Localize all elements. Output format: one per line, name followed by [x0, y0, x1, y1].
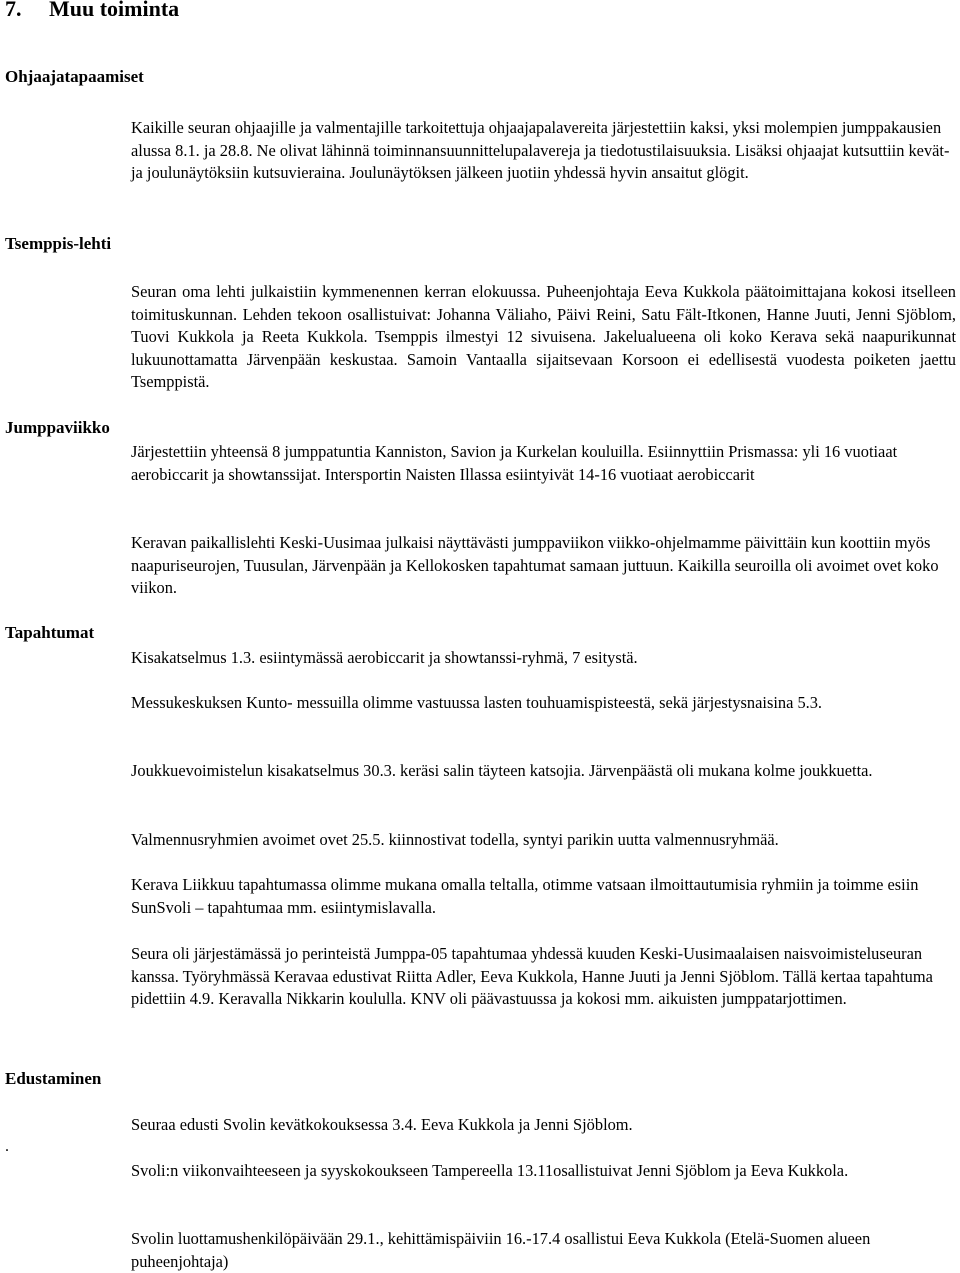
section-heading-ohjaajatapaamiset: Ohjaajatapaamiset [5, 67, 144, 86]
paragraph-jumppaviikko-2: Keravan paikallislehti Keski-Uusimaa julkaisi näyttävästi jumppaviikon viikko-ohjelmamme päivittäin kun koottiin myös naapuriseurojen, Tuusulan, Järvenpään ja Kellokosken tapahtumat samaan juttuun. Kaikilla seuroilla oli avoimet ovet koko viikon. [131, 533, 939, 598]
section-heading-tsemppis-lehti: Tsemppis-lehti [5, 234, 112, 253]
chapter-number: 7. [5, 0, 22, 21]
paragraph-tapahtumat-4: Valmennusryhmien avoimet ovet 25.5. kiinnostivat todella, syntyi parikin uutta valmennusryhmää. [131, 830, 779, 849]
paragraph-jumppaviikko-1: Järjestettiin yhteensä 8 jumppatuntia Kanniston, Savion ja Kurkelan kouluilla. Esiinnyttiin Prismassa: yli 16 vuotiaat aerobiccarit ja showtanssijat. Intersportin Naisten Illassa esiintyivät 14-16 vuotiaat aerobiccarit [131, 442, 898, 484]
paragraph-edustaminen-1: Seuraa edusti Svolin kevätkokouksessa 3.4. Eeva Kukkola ja Jenni Sjöblom. [131, 1115, 633, 1134]
paragraph-edustaminen-2: Svoli:n viikonvaihteeseen ja syyskokoukseen Tampereella 13.11osallistuivat Jenni Sjöblom ja Eeva Kukkola. [131, 1161, 849, 1180]
paragraph-tapahtumat-1: Kisakatselmus 1.3. esiintymässä aerobiccarit ja showtanssi-ryhmä, 7 esitystä. [131, 648, 638, 667]
section-heading-edustaminen: Edustaminen [5, 1069, 102, 1088]
paragraph-tsemppis-lehti: Seuran oma lehti julkaistiin kymmenennen kerran elokuussa. Puheenjohtaja Eeva Kukkola päätoimittajana kokosi itselleen toimituskunnan. Lehden tekoon osallistuivat: Johanna Väliaho, Päivi Reini, Satu Fält-Itkonen, Hanne Juuti, Jenni Sjöblom, Tuovi Kukkola ja Reeta Kukkola. Tsemppis ilmestyi 12 sivuisena. Jakelualueena oli koko Kerava sekä naapurikunnat lukuunottamatta Järvenpään keskustaa. Samoin Vantaalla sijaitsevaan Korsoon ei edellisestä vuodesta poiketen jaettu Tsemppistä. [131, 282, 956, 392]
stray-dot: . [5, 1138, 9, 1155]
paragraph-tapahtumat-6: Seura oli järjestämässä jo perinteistä Jumppa-05 tapahtumaa yhdessä kuuden Keski-Uusimaalaisen naisvoimisteluseuran kanssa. Työryhmässä Keravaa edustivat Riitta Adler, Eeva Kukkola, Hanne Juuti ja Jenni Sjöblom. Tällä kertaa tapahtuma pidettiin 4.9. Keravalla Nikkarin koululla. KNV oli päävastuussa ja kokosi mm. aikuisten jumppatarjottimen. [131, 944, 933, 1009]
paragraph-tapahtumat-5: Kerava Liikkuu tapahtumassa olimme mukana omalla teltalla, otimme vatsaan ilmoittautumisia ryhmiin ja toimme esiin SunSvoli – tapahtumaa mm. esiintymislavalla. [131, 875, 919, 917]
chapter-title [5, 0, 179, 22]
chapter-title-text: Muu toiminta [49, 0, 180, 21]
paragraph-edustaminen-3: Svolin luottamushenkilöpäivään 29.1., kehittämispäiviin 16.-17.4 osallistui Eeva Kukkola (Etelä-Suomen alueen puheenjohtaja) [131, 1229, 871, 1271]
section-heading-tapahtumat: Tapahtumat [5, 623, 95, 642]
paragraph-tapahtumat-2: Messukeskuksen Kunto- messuilla olimme vastuussa lasten touhuamispisteestä, sekä järjestysnaisina 5.3. [131, 693, 823, 712]
section-heading-jumppaviikko: Jumppaviikko [5, 418, 110, 437]
paragraph-tapahtumat-3: Joukkuevoimistelun kisakatselmus 30.3. keräsi salin täyteen katsojia. Järvenpäästä oli mukana kolme joukkuetta. [131, 761, 873, 780]
paragraph-ohjaajatapaamiset: Kaikille seuran ohjaajille ja valmentajille tarkoitettuja ohjaajapalavereita järjestettiin kaksi, yksi molempien jumppakausien alussa 8.1. ja 28.8. Ne olivat lähinnä toiminnansuunnittelupalavereja ja tiedotustilaisuuksia. Lisäksi ohjaajat kutsuttiin kevät- ja joulunäytöksiin kutsuvieraina. Joulunäytöksen jälkeen juotiin yhdessä hyvin ansaitut glögit. [131, 118, 950, 183]
